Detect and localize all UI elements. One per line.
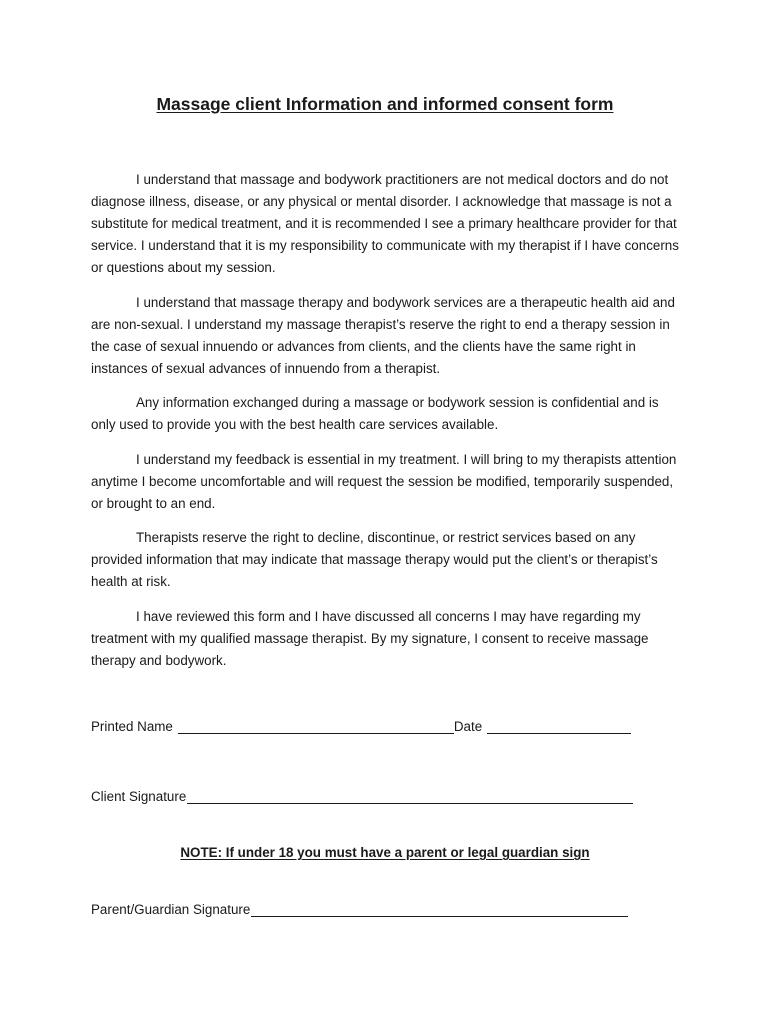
paragraph-medical-disclaimer: I understand that massage and bodywork practitioners are not medical doctors and do not diagnose illness, disease, or any physical or mental disorder. I acknowledge that massage is not a substitute for medical treatment, and it is recommended I see a primary healthcare provider for that service. I understand that it is my responsibility to communicate with my therapist if I have concerns or questions about my session.: [91, 172, 679, 275]
paragraph-consent: I have reviewed this form and I have discussed all concerns I may have regarding my treatment with my qualified massage therapist. By my signature, I consent to receive massage therapy and bodywork.: [91, 608, 649, 668]
client-signature-row: [91, 789, 633, 804]
paragraph-right-to-decline: Therapists reserve the right to decline, discontinue, or restrict services based on any provided information that may indicate that massage therapy would put the client’s or therapist’s health at risk.: [91, 530, 658, 589]
form-title: Massage client Information and informed consent form: [156, 94, 614, 114]
printed-name-row: [91, 719, 631, 734]
paragraph-non-sexual: I understand that massage therapy and bodywork services are a therapeutic health aid and are non-sexual. I understand my massage therapist’s reserve the right to end a therapy session in the case of sexual innuendo or advances from clients, and the clients have the same right in instances of sexual advances of innuendo from a therapist.: [91, 294, 675, 376]
paragraph-confidentiality: Any information exchanged during a massage or bodywork session is confidential and is only used to provide you with the best health care services available.: [91, 395, 659, 432]
date-field[interactable]: [487, 719, 631, 734]
paragraph-feedback: I understand my feedback is essential in my treatment. I will bring to my therapists attention anytime I become uncomfortable and will request the session be modified, temporarily suspended, or brought to an end.: [91, 451, 677, 511]
printed-name-label: Printed Name: [91, 719, 173, 734]
parent-signature-field[interactable]: [251, 902, 628, 917]
parent-signature-row: [91, 902, 628, 917]
client-signature-label: Client Signature: [91, 789, 187, 804]
printed-name-field[interactable]: [178, 719, 454, 734]
client-signature-field[interactable]: [187, 789, 633, 804]
consent-body: [91, 169, 683, 684]
guardian-note: NOTE: If under 18 you must have a parent or legal guardian sign: [180, 845, 590, 860]
date-label: Date: [453, 719, 483, 734]
parent-signature-label: Parent/Guardian Signature: [91, 902, 251, 917]
